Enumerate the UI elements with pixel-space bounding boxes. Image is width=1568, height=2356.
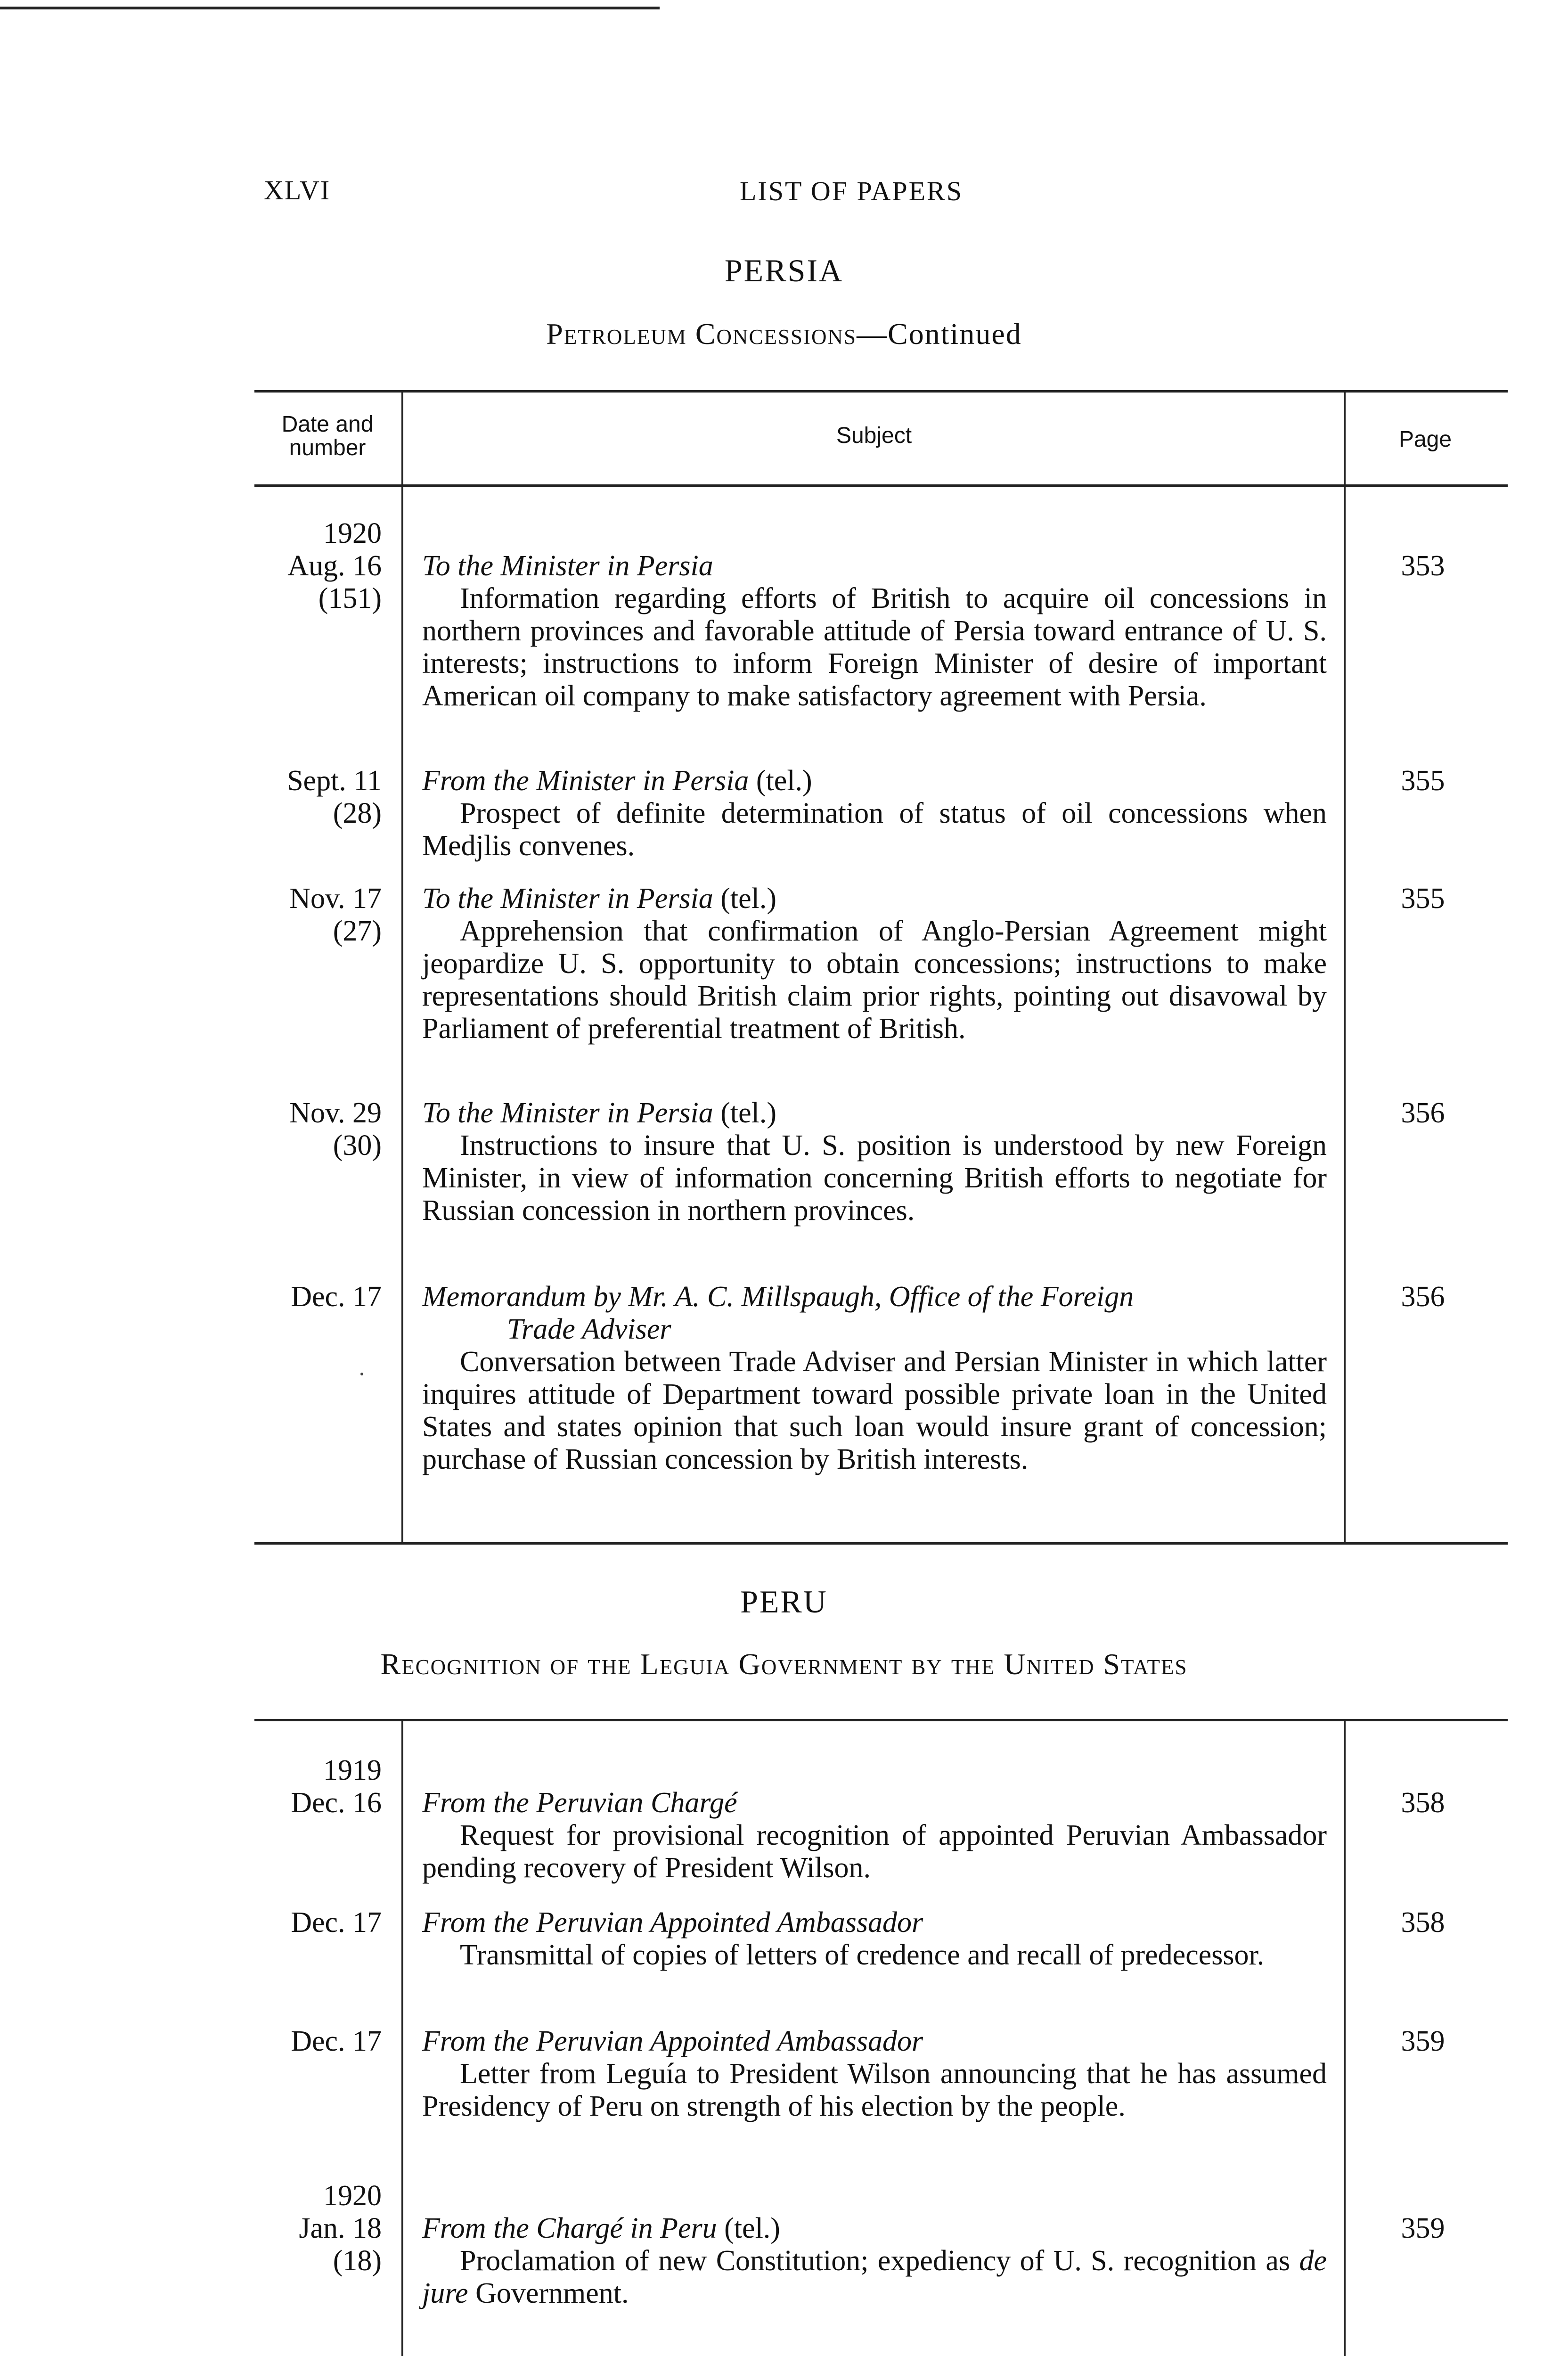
section-title: Petroleum Concessions (546, 317, 857, 351)
description-text: Proclamation of new Constitution; expediency of U. S. recognition as (460, 2245, 1299, 2277)
latin-term: de jure (422, 2245, 1327, 2309)
title-text: Memorandum by Mr. A. C. Millspaugh, Office of the Foreign (422, 1281, 1134, 1313)
peru-table (254, 1719, 1508, 2356)
page-ref: 353 (1401, 550, 1445, 582)
list-item (422, 1281, 1327, 1476)
date: Nov. 17 (289, 883, 382, 915)
column-divider (1344, 390, 1346, 1542)
tel-note: (tel.) (720, 1097, 776, 1129)
table-bottom-rule (254, 1542, 1508, 1545)
page-number: XLVI (264, 175, 331, 205)
title-text: To the Minister in Persia (422, 883, 713, 915)
date-cell (254, 1097, 382, 1162)
column-header-page: Page (1398, 427, 1452, 452)
date: Dec. 17 (291, 1906, 382, 1939)
column-divider (401, 390, 403, 1542)
page-ref: 358 (1401, 1906, 1445, 1939)
date: Dec. 17 (291, 1281, 382, 1313)
date: Dec. 16 (291, 1787, 382, 1819)
title-text: From the Peruvian Appointed Ambassador (422, 1906, 923, 1939)
title-text: To the Minister in Persia (422, 550, 713, 582)
entry-description: Prospect of definite determination of status of oil concessions when Medjlis convenes. (422, 797, 1327, 862)
title-text: From the Chargé in Peru (422, 2212, 717, 2244)
page-ref: 359 (1401, 2025, 1445, 2057)
date-cell (254, 2025, 382, 2058)
date-cell (254, 1906, 382, 1939)
date: Sept. 11 (287, 765, 382, 797)
list-item (422, 765, 1327, 862)
page-ref: 358 (1401, 1787, 1445, 1819)
date-cell (254, 765, 382, 830)
description-text-end: Government. (468, 2277, 629, 2309)
title-text: To the Minister in Persia (422, 1097, 713, 1129)
year: 1919 (323, 1754, 382, 1786)
date-cell (254, 517, 382, 615)
tel-note: (tel.) (756, 765, 812, 797)
entry-title (422, 2212, 1327, 2245)
top-rule (0, 7, 660, 9)
list-item (422, 2025, 1327, 2123)
entry-title (422, 1906, 1327, 1939)
column-divider (401, 1719, 403, 2356)
list-item (422, 2212, 1327, 2310)
entry-description: Information regarding efforts of British to acquire oil concessions in northern provinces and favorable attitude of Persia toward entrance of U. S. interests; instructions to inform Foreign Minister of desire of important American oil company to make satisfactory agreement with Persia. (422, 582, 1327, 712)
entry-title (422, 550, 1327, 582)
tel-note: (tel.) (720, 883, 776, 915)
header-bottom-rule (254, 484, 1508, 487)
entry-title-continued: Trade Adviser (507, 1313, 671, 1345)
number: (151) (318, 582, 382, 614)
entry-description: Instructions to insure that U. S. position is understood by new Foreign Minister, in view of information concerning British efforts to negotiate for Russian concession in northern provinces. (422, 1129, 1327, 1227)
speck-mark (360, 1373, 363, 1375)
column-header-subject: Subject (836, 423, 912, 448)
list-item (422, 1787, 1327, 1884)
country-heading-persia: PERSIA (724, 253, 844, 288)
date-cell (254, 1754, 382, 1819)
list-item (422, 1906, 1327, 1972)
page-ref: 359 (1401, 2212, 1445, 2244)
date-cell (254, 1281, 382, 1313)
section-continued: —Continued (857, 317, 1022, 351)
entry-description: Transmittal of copies of letters of credence and recall of predecessor. (460, 1939, 1265, 1971)
entry-description: Request for provisional recognition of appointed Peruvian Ambassador pending recovery of President Wilson. (422, 1819, 1327, 1884)
date-cell (254, 2180, 382, 2277)
title-text: From the Minister in Persia (422, 765, 749, 797)
list-item (422, 1097, 1327, 1227)
entry-description (422, 2245, 1327, 2310)
entry-title (422, 1787, 1327, 1819)
entry-description: Apprehension that confirmation of Anglo-Persian Agreement might jeopardize U. S. opportunity to obtain concessions; instructions to make representations should British claim prior rights, pointing out disavowal by Parliament of preferential treatment of British. (422, 915, 1327, 1045)
date: Dec. 17 (291, 2025, 382, 2057)
title-text: From the Peruvian Chargé (422, 1787, 737, 1819)
entry-title (422, 1097, 1327, 1129)
page-ref: 355 (1401, 883, 1445, 915)
year: 1920 (323, 2180, 382, 2212)
year: 1920 (323, 517, 382, 549)
entry-title (422, 765, 1327, 797)
entry-description: Conversation between Trade Adviser and Persian Minister in which latter inquires attitude of Department toward possible private loan in the United States and states opinion that such loan would insure grant of concession; purchase of Russian concession by British interests. (422, 1346, 1327, 1475)
date-cell (254, 883, 382, 948)
number: (30) (333, 1129, 382, 1162)
list-item (422, 550, 1327, 712)
page-ref: 356 (1401, 1281, 1445, 1313)
date: Aug. 16 (287, 550, 382, 582)
date: Nov. 29 (289, 1097, 382, 1129)
column-header-date: Date and number (281, 412, 374, 460)
number: (18) (333, 2245, 382, 2277)
tel-note: (tel.) (724, 2212, 780, 2244)
entry-description: Letter from Leguía to President Wilson announcing that he has assumed Presidency of Peru on strength of his election by the people. (422, 2058, 1327, 2122)
title-text: From the Peruvian Appointed Ambassador (422, 2025, 923, 2057)
country-heading-peru: PERU (740, 1584, 828, 1620)
number: (27) (333, 915, 382, 947)
entry-title (422, 883, 1327, 915)
entry-title (422, 2025, 1327, 2058)
page-ref: 356 (1401, 1097, 1445, 1129)
persia-table (254, 390, 1508, 1545)
entry-title (422, 1281, 1327, 1313)
running-title: LIST OF PAPERS (740, 176, 963, 206)
number: (28) (333, 797, 382, 829)
table-top-rule (254, 390, 1508, 393)
list-item (422, 883, 1327, 1045)
column-divider (1344, 1719, 1346, 2356)
date: Jan. 18 (299, 2212, 382, 2244)
section-heading-persia (0, 317, 1568, 352)
table-top-rule (254, 1719, 1508, 1721)
section-heading-peru: Recognition of the Leguia Government by the United States (380, 1647, 1188, 1681)
page-ref: 355 (1401, 765, 1445, 797)
